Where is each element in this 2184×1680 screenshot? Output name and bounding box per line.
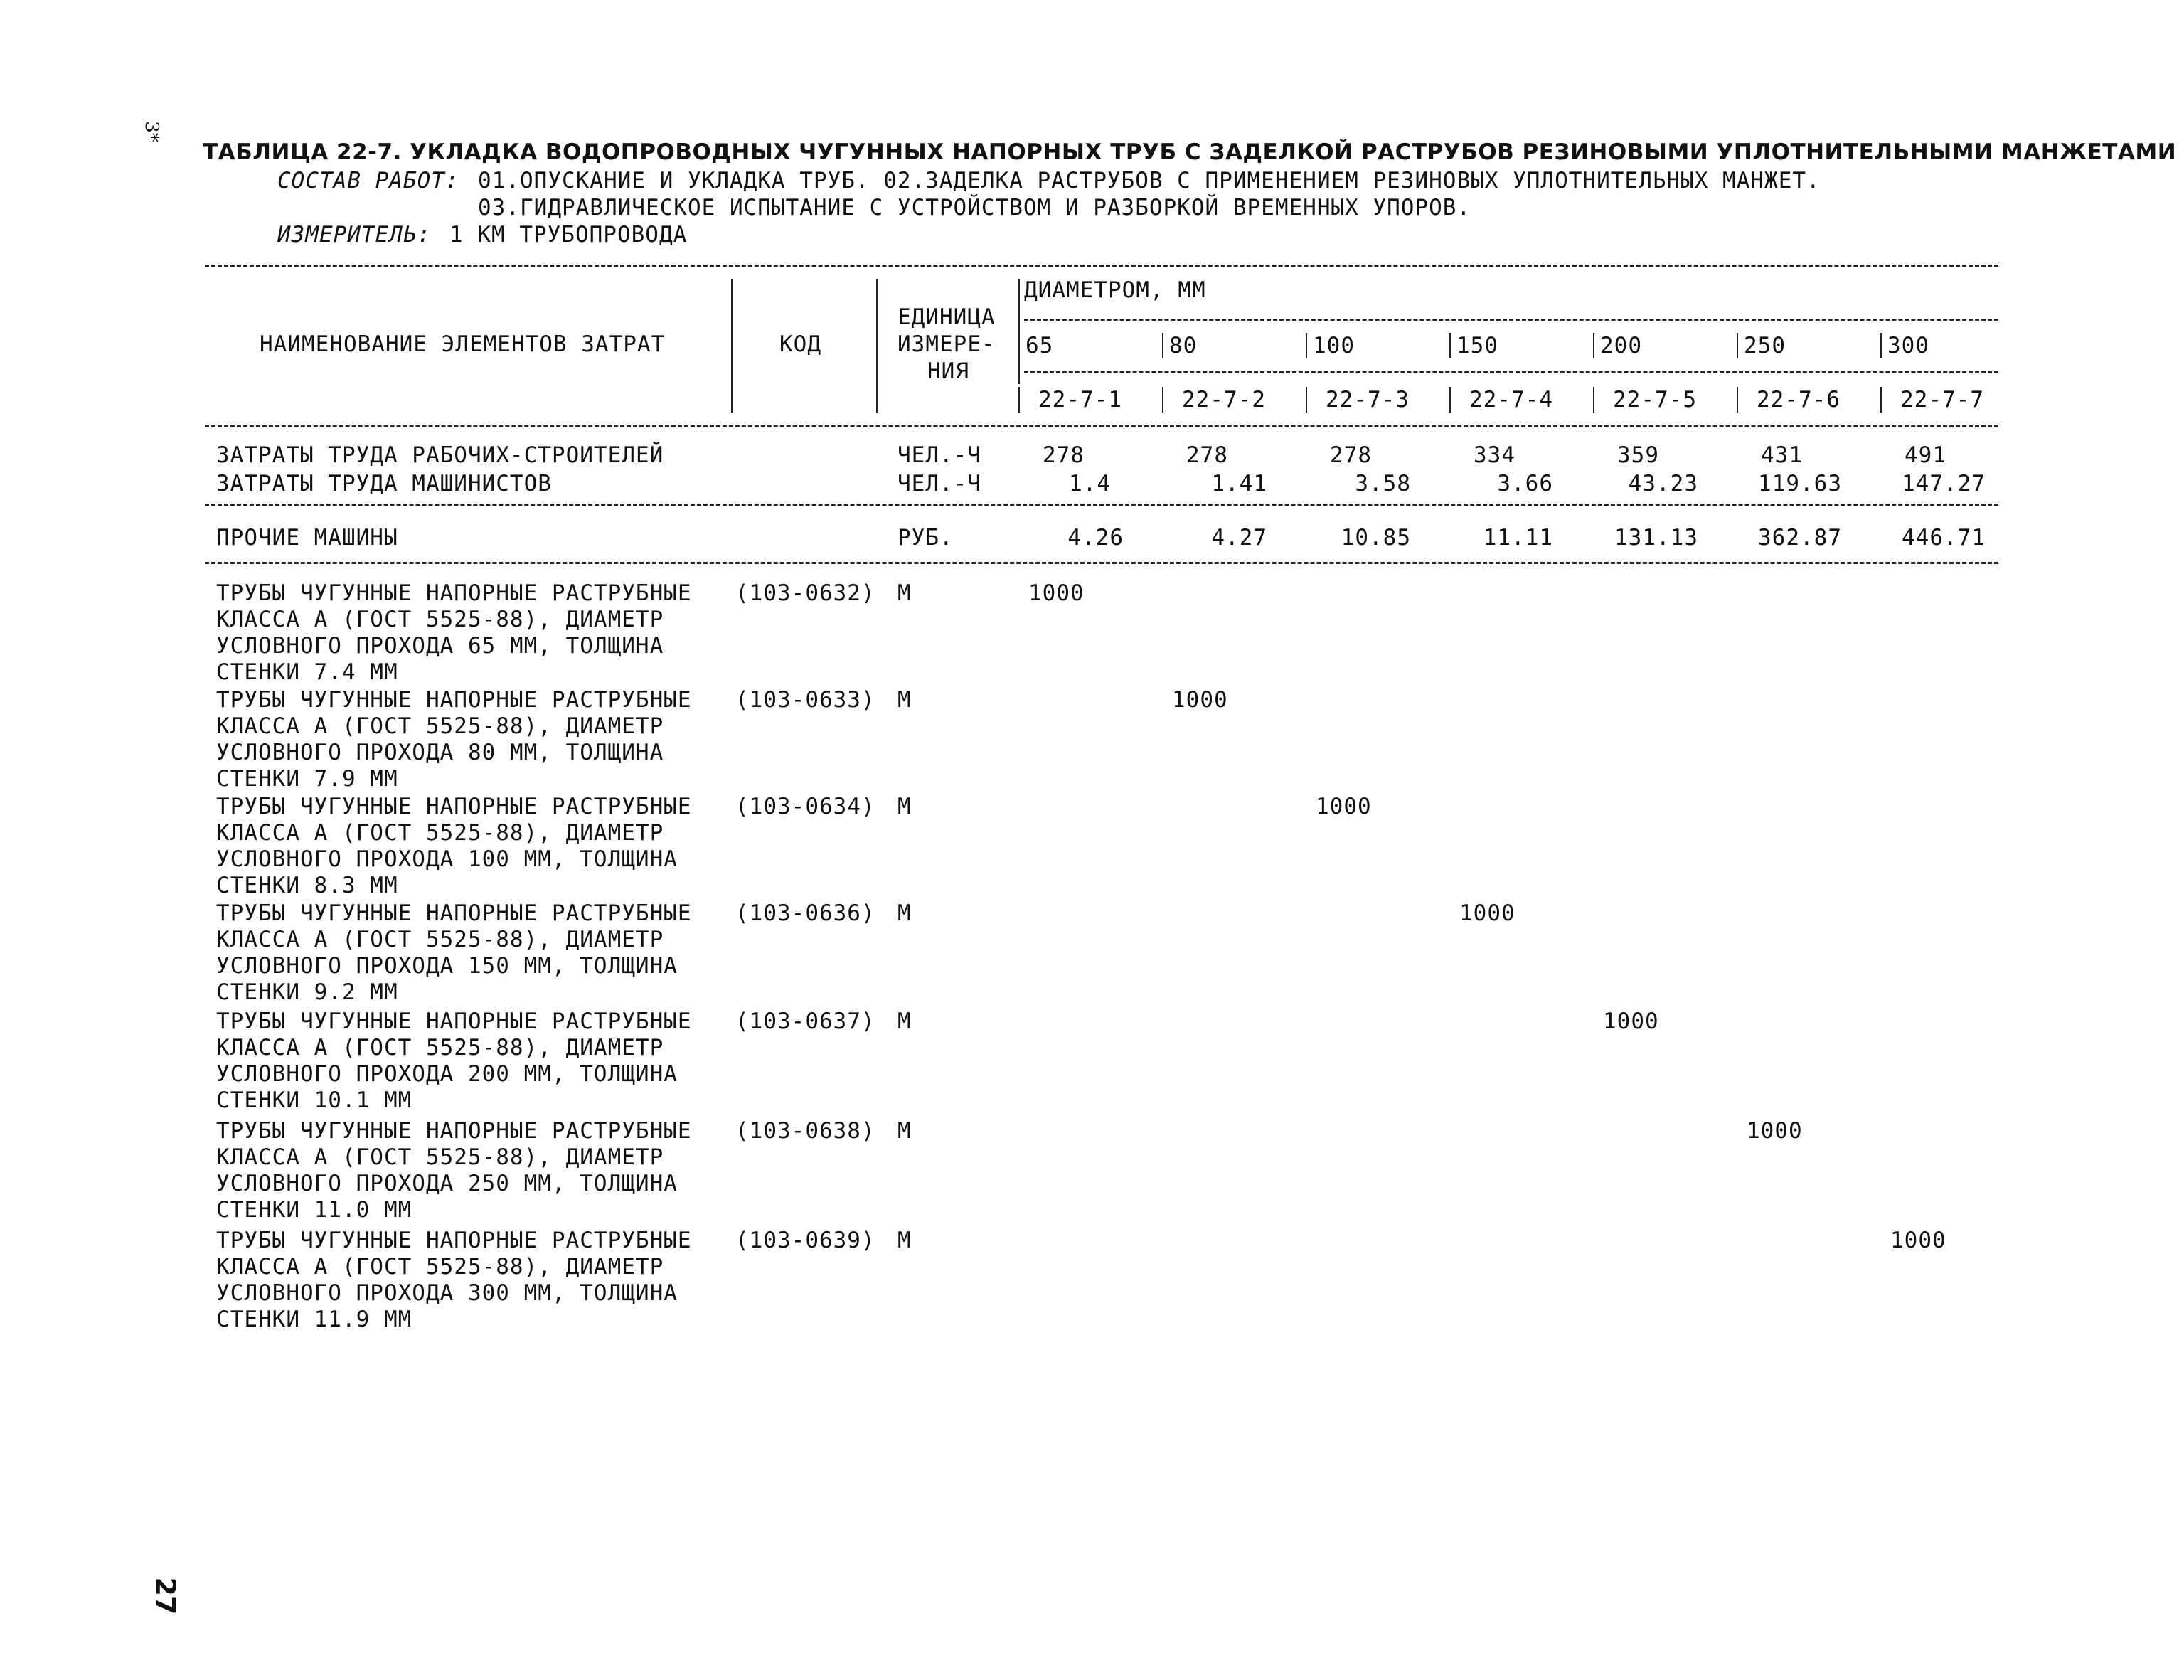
material-line: КЛАССА А (ГОСТ 5525-88), ДИАМЕТР — [216, 1254, 664, 1280]
col-bar — [1306, 387, 1307, 413]
row-value: 131.13 — [1614, 525, 1698, 551]
material-line: УСЛОВНОГО ПРОХОДА 150 ММ, ТОЛЩИНА — [216, 953, 678, 979]
material-code: (103-0636) — [735, 900, 875, 926]
diameter-250: 250 — [1744, 333, 1786, 358]
material-line: ТРУБЫ ЧУГУННЫЕ НАПОРНЫЕ РАСТРУБНЫЕ — [216, 794, 692, 819]
norm-code: 22-7-1 — [1038, 387, 1122, 413]
row-value: 446.71 — [1902, 525, 1986, 551]
row-name: ЗАТРАТЫ ТРУДА РАБОЧИХ-СТРОИТЕЛЕЙ — [216, 442, 664, 468]
material-line: ТРУБЫ ЧУГУННЫЕ НАПОРНЫЕ РАСТРУБНЫЕ — [216, 687, 692, 713]
row-name: ПРОЧИЕ МАШИНЫ — [216, 525, 398, 551]
row-value: 278 — [1330, 442, 1372, 468]
composition-line-1: 01.ОПУСКАНИЕ И УКЛАДКА ТРУБ. 02.ЗАДЕЛКА РАСТРУБОВ С ПРИМЕНЕНИЕМ РЕЗИНОВЫХ УПЛОТНИТЕЛЬНЫХ МАНЖЕТ. — [478, 168, 1821, 193]
col-bar — [1162, 333, 1163, 358]
material-value: 1000 — [1459, 900, 1516, 926]
row-value: 362.87 — [1758, 525, 1842, 551]
material-line: КЛАССА А (ГОСТ 5525-88), ДИАМЕТР — [216, 1144, 664, 1170]
header-diameter: ДИАМЕТРОМ, ММ — [1024, 277, 1206, 303]
material-value: 1000 — [1172, 687, 1228, 713]
diameter-200: 200 — [1600, 333, 1642, 358]
row-value: 3.58 — [1355, 471, 1411, 496]
col-bar — [1593, 333, 1594, 358]
material-line: ТРУБЫ ЧУГУННЫЕ НАПОРНЫЕ РАСТРУБНЫЕ — [216, 1009, 692, 1034]
col-bar — [1018, 333, 1020, 358]
row-name: ЗАТРАТЫ ТРУДА МАШИНИСТОВ — [216, 471, 552, 496]
material-unit: М — [897, 1009, 912, 1034]
material-line: УСЛОВНОГО ПРОХОДА 80 ММ, ТОЛЩИНА — [216, 740, 664, 765]
row-unit: ЧЕЛ.-Ч — [897, 471, 981, 496]
row-value: 4.27 — [1211, 525, 1267, 551]
norm-code: 22-7-7 — [1900, 387, 1984, 413]
rule-machines-bottom — [205, 562, 1998, 564]
rule-top — [205, 265, 1998, 267]
row-value: 491 — [1905, 442, 1946, 468]
diameter-65: 65 — [1026, 333, 1054, 358]
composition-line-2: 03.ГИДРАВЛИЧЕСКОЕ ИСПЫТАНИЕ С УСТРОЙСТВОМ И РАЗБОРКОЙ ВРЕМЕННЫХ УПОРОВ. — [478, 195, 1471, 220]
col-bar — [1737, 333, 1738, 358]
norm-code: 22-7-4 — [1469, 387, 1553, 413]
col-bar — [1449, 333, 1451, 358]
margin-mark: 3* — [140, 121, 162, 142]
material-unit: М — [897, 794, 912, 819]
col-bar — [1737, 387, 1738, 413]
row-value: 119.63 — [1758, 471, 1842, 496]
col-divider-code — [876, 279, 878, 413]
material-code: (103-0639) — [735, 1228, 875, 1253]
rule-labor-bottom — [205, 504, 1998, 506]
row-value: 431 — [1761, 442, 1803, 468]
diameter-300: 300 — [1887, 333, 1929, 358]
material-line: СТЕНКИ 8.3 ММ — [216, 873, 398, 898]
row-value: 1.4 — [1069, 471, 1111, 496]
row-unit: ЧЕЛ.-Ч — [897, 442, 981, 468]
row-value: 278 — [1043, 442, 1085, 468]
diameter-80: 80 — [1169, 333, 1198, 358]
diameter-150: 150 — [1456, 333, 1498, 358]
material-value: 1000 — [1316, 794, 1372, 819]
material-line: КЛАССА А (ГОСТ 5525-88), ДИАМЕТР — [216, 1035, 664, 1060]
row-value: 4.26 — [1067, 525, 1124, 551]
row-value: 3.66 — [1497, 471, 1553, 496]
rule-header-bottom — [205, 425, 1998, 427]
material-unit: М — [897, 580, 912, 606]
material-line: КЛАССА А (ГОСТ 5525-88), ДИАМЕТР — [216, 927, 664, 952]
row-value: 278 — [1186, 442, 1228, 468]
header-unit-3: НИЯ — [927, 358, 969, 384]
norm-code: 22-7-6 — [1757, 387, 1841, 413]
col-bar — [1018, 387, 1020, 413]
material-line: СТЕНКИ 7.9 ММ — [216, 766, 398, 792]
col-divider-unit — [1018, 279, 1020, 384]
page-number: 27 — [149, 1577, 181, 1615]
row-value: 11.11 — [1483, 525, 1553, 551]
material-unit: М — [897, 900, 912, 926]
material-code: (103-0632) — [735, 580, 875, 606]
header-name: НАИМЕНОВАНИЕ ЭЛЕМЕНТОВ ЗАТРАТ — [260, 331, 666, 357]
material-value: 1000 — [1028, 580, 1085, 606]
material-code: (103-0637) — [735, 1009, 875, 1034]
row-value: 147.27 — [1902, 471, 1986, 496]
norm-code: 22-7-5 — [1613, 387, 1697, 413]
material-line: КЛАССА А (ГОСТ 5525-88), ДИАМЕТР — [216, 607, 664, 632]
material-line: УСЛОВНОГО ПРОХОДА 250 ММ, ТОЛЩИНА — [216, 1171, 678, 1196]
material-value: 1000 — [1747, 1118, 1803, 1144]
row-value: 10.85 — [1341, 525, 1411, 551]
material-line: СТЕНКИ 7.4 ММ — [216, 659, 398, 685]
material-line: УСЛОВНОГО ПРОХОДА 300 ММ, ТОЛЩИНА — [216, 1280, 678, 1306]
material-code: (103-0634) — [735, 794, 875, 819]
material-line: СТЕНКИ 11.0 ММ — [216, 1197, 412, 1223]
row-value: 359 — [1617, 442, 1659, 468]
header-unit-2: ИЗМЕРЕ- — [897, 331, 996, 357]
row-value: 43.23 — [1628, 471, 1698, 496]
material-unit: М — [897, 1118, 912, 1144]
material-line: ТРУБЫ ЧУГУННЫЕ НАПОРНЫЕ РАСТРУБНЫЕ — [216, 580, 692, 606]
material-line: УСЛОВНОГО ПРОХОДА 200 ММ, ТОЛЩИНА — [216, 1061, 678, 1087]
material-value: 1000 — [1890, 1228, 1946, 1253]
material-line: ТРУБЫ ЧУГУННЫЕ НАПОРНЫЕ РАСТРУБНЫЕ — [216, 1228, 692, 1253]
row-value: 1.41 — [1211, 471, 1267, 496]
material-line: СТЕНКИ 9.2 ММ — [216, 979, 398, 1005]
material-unit: М — [897, 687, 912, 713]
row-unit: РУБ. — [897, 525, 954, 551]
material-line: КЛАССА А (ГОСТ 5525-88), ДИАМЕТР — [216, 713, 664, 739]
material-line: УСЛОВНОГО ПРОХОДА 65 ММ, ТОЛЩИНА — [216, 633, 664, 659]
material-code: (103-0638) — [735, 1118, 875, 1144]
diameter-100: 100 — [1313, 333, 1355, 358]
norm-code: 22-7-2 — [1182, 387, 1266, 413]
col-bar — [1162, 387, 1163, 413]
norm-code: 22-7-3 — [1326, 387, 1410, 413]
col-bar — [1593, 387, 1594, 413]
col-bar — [1306, 333, 1307, 358]
col-bar — [1880, 387, 1882, 413]
material-line: ТРУБЫ ЧУГУННЫЕ НАПОРНЫЕ РАСТРУБНЫЕ — [216, 900, 692, 926]
row-value: 334 — [1474, 442, 1516, 468]
material-line: УСЛОВНОГО ПРОХОДА 100 ММ, ТОЛЩИНА — [216, 846, 678, 872]
meter-label: ИЗМЕРИТЕЛЬ: — [277, 222, 432, 248]
material-line: СТЕНКИ 11.9 ММ — [216, 1307, 412, 1332]
material-line: СТЕНКИ 10.1 ММ — [216, 1088, 412, 1113]
rule-diameter — [1024, 319, 1998, 321]
composition-label: СОСТАВ РАБОТ: — [277, 168, 459, 193]
material-unit: М — [897, 1228, 912, 1253]
col-bar — [1449, 387, 1451, 413]
header-unit-1: ЕДИНИЦА — [897, 304, 996, 330]
meter-value: 1 КМ ТРУБОПРОВОДА — [449, 222, 688, 248]
header-code: КОД — [779, 331, 821, 357]
material-line: КЛАССА А (ГОСТ 5525-88), ДИАМЕТР — [216, 820, 664, 846]
material-code: (103-0633) — [735, 687, 875, 713]
material-value: 1000 — [1603, 1009, 1659, 1034]
table-title: ТАБЛИЦА 22-7. УКЛАДКА ВОДОПРОВОДНЫХ ЧУГУННЫХ НАПОРНЫХ ТРУБ С ЗАДЕЛКОЙ РАСТРУБОВ РЕЗИНОВЫМИ УПЛОТНИТЕЛЬНЫМИ МАНЖЕТАМИ — [203, 139, 2177, 165]
col-bar — [1880, 333, 1882, 358]
col-divider-name — [731, 279, 733, 413]
rule-diameter-codes — [1024, 371, 1998, 373]
material-line: ТРУБЫ ЧУГУННЫЕ НАПОРНЫЕ РАСТРУБНЫЕ — [216, 1118, 692, 1144]
